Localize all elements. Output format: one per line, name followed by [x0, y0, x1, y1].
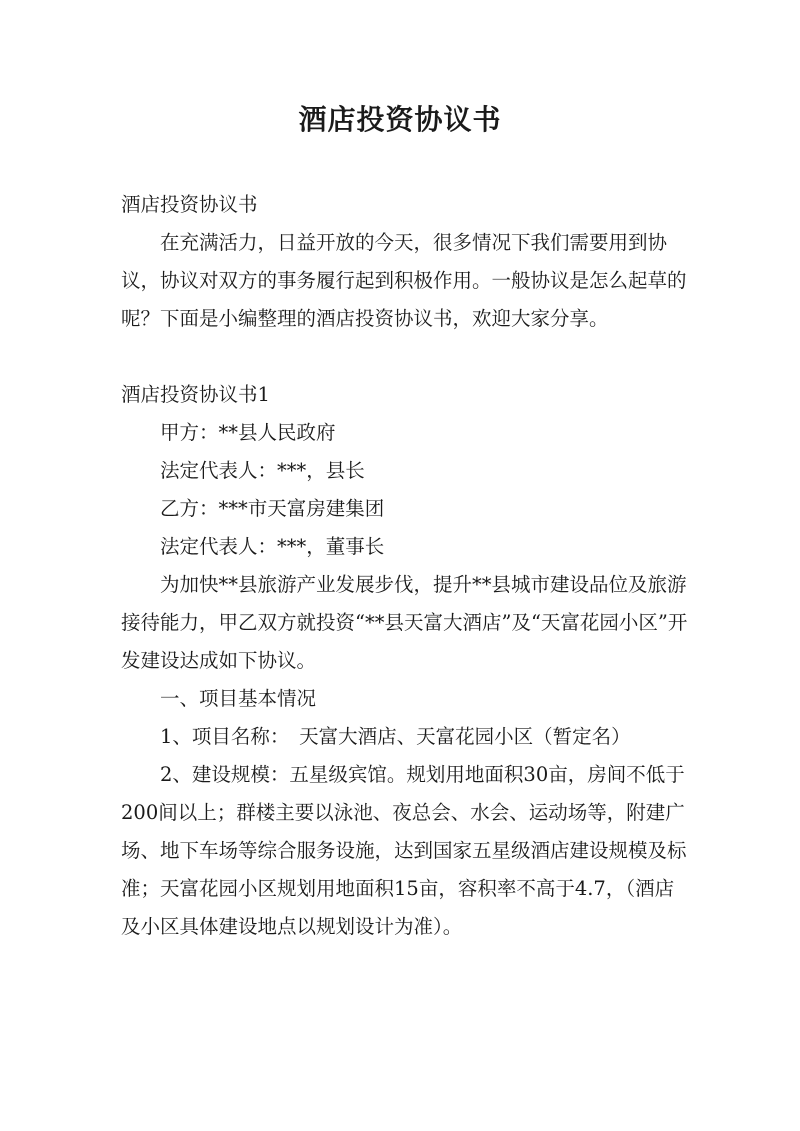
- construction-scale: 2、建设规模：五星级宾馆。规划用地面积30亩，房间不低于200间以上；群楼主要以泳池、夜总会、水会、运动场等，附建广场、地下车场等综合服务设施，达到国家五星级酒店建设规模及标准；天富花园小区规划用地面积15亩，容积率不高于4.7，（酒店及小区具体建设地点以规划设计为准）。: [121, 763, 687, 938]
- document-title: 酒店投资协议书: [298, 103, 502, 136]
- clause-heading: 一、项目基本情况: [160, 687, 317, 710]
- intro-heading: 酒店投资协议书: [121, 193, 258, 216]
- party-b-representative: 法定代表人：***，董事长: [160, 535, 385, 558]
- document-body: [121, 186, 691, 946]
- project-name: 1、项目名称： 天富大酒店、天富花园小区（暂定名）: [160, 725, 631, 748]
- section-heading: 酒店投资协议书1: [121, 383, 270, 406]
- party-a-representative: 法定代表人：***，县长: [160, 459, 365, 482]
- party-b: 乙方：***市天富房建集团: [160, 497, 385, 520]
- intro-paragraph: 在充满活力，日益开放的今天，很多情况下我们需要用到协议，协议对双方的事务履行起到积极作用。一般协议是怎么起草的呢？下面是小编整理的酒店投资协议书，欢迎大家分享。: [121, 231, 687, 330]
- agreement-preamble: 为加快**县旅游产业发展步伐，提升**县城市建设品位及旅游接待能力，甲乙双方就投资“**县天富大酒店”及“天富花园小区”开发建设达成如下协议。: [121, 573, 688, 672]
- paragraph-spacer: [121, 338, 691, 376]
- party-a: 甲方：**县人民政府: [160, 421, 336, 444]
